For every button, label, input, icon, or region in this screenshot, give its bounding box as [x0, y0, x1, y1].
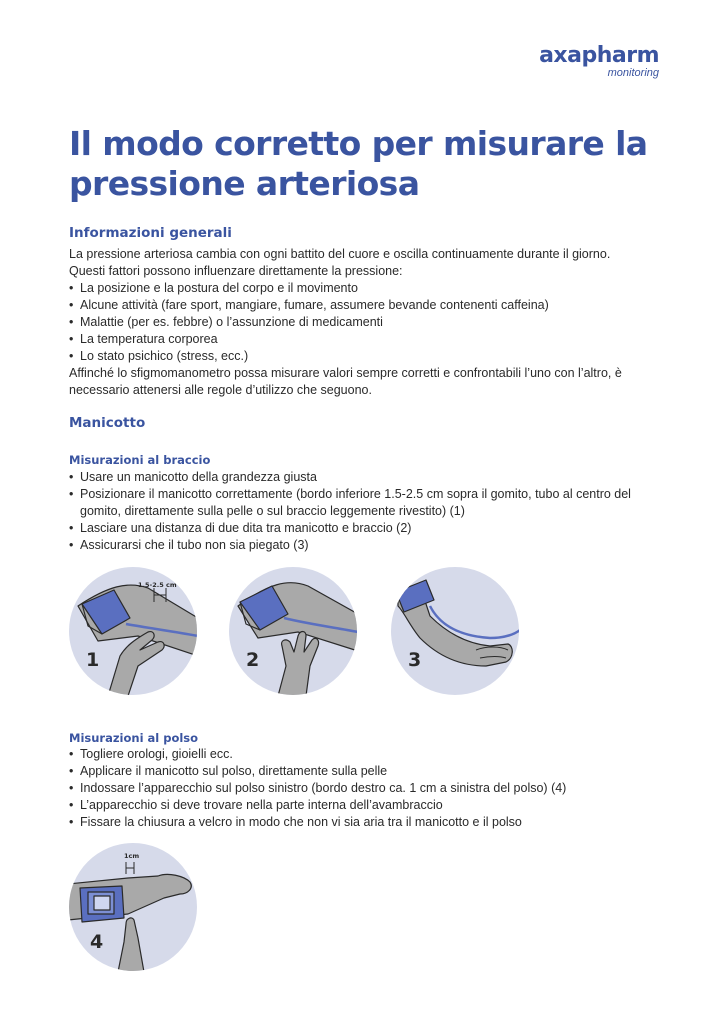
list-item: • Assicurarsi che il tubo non sia piegato (3)	[69, 537, 649, 554]
list-item: • Fissare la chiusura a velcro in modo che non vi sia aria tra il manicotto e il polso	[69, 814, 649, 831]
figure-4-number: 4	[90, 931, 104, 953]
general-closing: Affinché lo sfigmomanometro possa misurare valori sempre corretti e confrontabili l’uno con l’altro, è necessario attenersi alle regole d’utilizzo che seguono.	[69, 366, 622, 397]
list-item: • La posizione e la postura del corpo e il movimento	[69, 280, 649, 297]
cuff-heading: Manicotto	[69, 415, 146, 431]
figure-1-number: 1	[86, 649, 100, 671]
list-item: • L’apparecchio si deve trovare nella parte interna dell’avambraccio	[69, 797, 649, 814]
general-heading: Informazioni generali	[69, 225, 232, 241]
list-item: • La temperatura corporea	[69, 331, 649, 348]
factors-list	[69, 280, 649, 365]
figure-4-wrist-cuff	[68, 842, 198, 972]
figure-1-arm-cuff-position	[68, 566, 198, 696]
list-item: • Usare un manicotto della grandezza giusta	[69, 469, 649, 486]
figure-3-number: 3	[408, 649, 422, 671]
wrist-list	[69, 746, 649, 831]
figure-1-measure-label: 1.5-2.5 cm	[138, 581, 177, 589]
figure-2-two-fingers	[228, 566, 358, 696]
brand-tagline: monitoring	[607, 67, 659, 79]
list-item: • Lo stato psichico (stress, ecc.)	[69, 348, 649, 365]
list-item: • Indossare l’apparecchio sul polso sinistro (bordo destro ca. 1 cm a sinistra del polso) (4)	[69, 780, 649, 797]
list-item: • Malattie (per es. febbre) o l’assunzione di medicamenti	[69, 314, 649, 331]
brand-name: axapharm	[539, 43, 659, 68]
list-item: • Alcune attività (fare sport, mangiare, fumare, assumere bevande contenenti caffeina)	[69, 297, 649, 314]
wrist-heading: Misurazioni al polso	[69, 731, 199, 745]
figure-4-measure-label: 1cm	[124, 852, 140, 860]
figure-3-tube-not-bent	[390, 566, 520, 696]
list-item: • Posizionare il manicotto correttamente (bordo inferiore 1.5-2.5 cm sopra il gomito, tubo al centro del gomito, direttamente sulla pelle o sul braccio leggemente rivestito) (1)	[69, 486, 649, 520]
page-title: Il modo corretto per misurare la pressione arteriosa	[69, 124, 648, 203]
brand-logo	[539, 44, 659, 79]
list-item: • Lasciare una distanza di due dita tra manicotto e braccio (2)	[69, 520, 649, 537]
list-item: • Applicare il manicotto sul polso, direttamente sulla pelle	[69, 763, 649, 780]
arm-list	[69, 469, 649, 554]
arm-heading: Misurazioni al braccio	[69, 453, 211, 467]
general-intro: La pressione arteriosa cambia con ogni battito del cuore e oscilla continuamente durante il giorno. Questi fattori possono influenzare direttamente la pressione:	[69, 247, 611, 278]
figure-2-number: 2	[246, 649, 260, 671]
list-item: • Togliere orologi, gioielli ecc.	[69, 746, 649, 763]
